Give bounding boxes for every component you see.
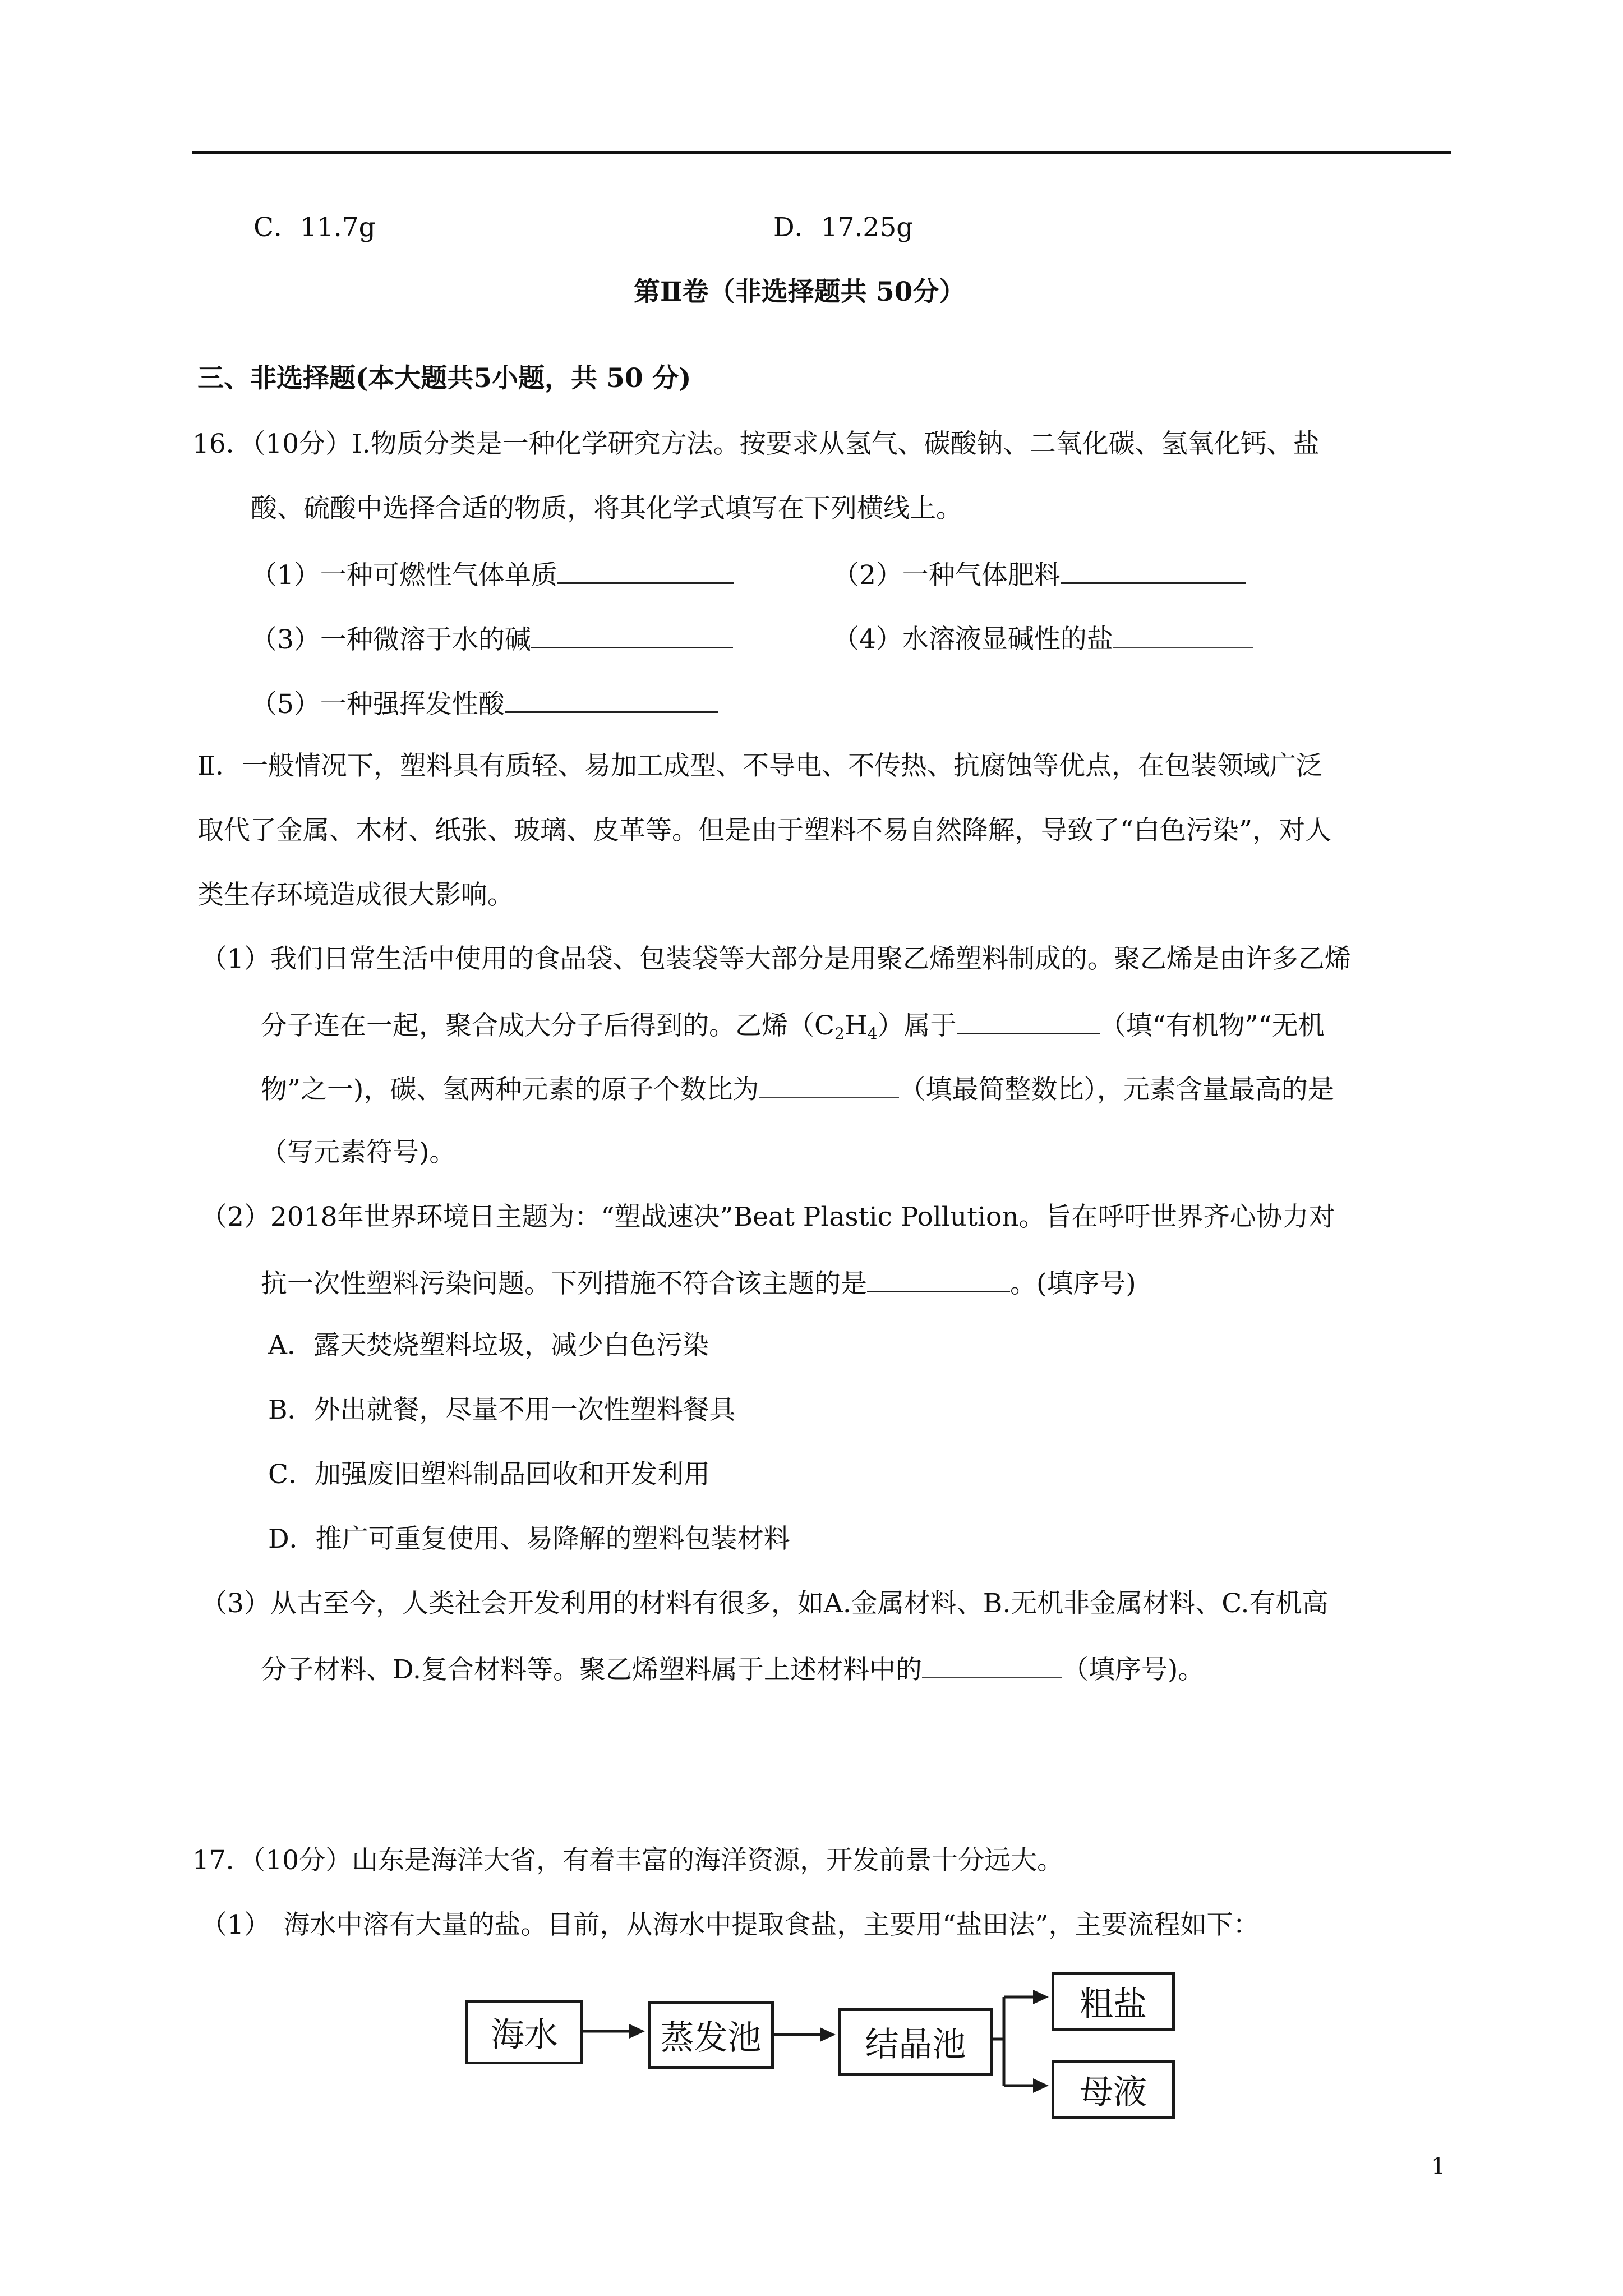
q16-s3-line1: （3）从古至今，人类社会开发利用的材料有很多，如A.金属材料、B.无机非金属材料、C.有机高	[201, 1588, 1329, 1619]
q16-s2-line1: （2）2018年世界环境日主题为：“塑战速决”Beat Plastic Pollution。旨在呼吁世界齐心协力对	[201, 1202, 1335, 1232]
part2-title: 第Ⅱ卷（非选择题共 50分）	[634, 277, 966, 307]
q16-s2-option-b: B．外出就餐，尽量不用一次性塑料餐具	[268, 1395, 736, 1425]
q16-s1-line4: （写元素符号)。	[261, 1137, 456, 1168]
q16-part2-line3: 类生存环境造成很大影响。	[197, 880, 514, 910]
page-number: 1	[1431, 2154, 1446, 2179]
option-d: D．17.25g	[773, 212, 914, 243]
q16-item3: （3）一种微溶于水的碱	[251, 624, 733, 653]
flow-node-seawater: 海水	[465, 2000, 583, 2064]
flow-node-crystallization-pond: 结晶池	[838, 2008, 993, 2076]
q16-line2: 酸、硫酸中选择合适的物质，将其化学式填写在下列横线上。	[251, 493, 962, 524]
q16-s2-line2: 抗一次性塑料污染问题。下列措施不符合该主题的是 。(填序号)	[261, 1268, 1136, 1299]
q16-s1-line1: （1）我们日常生活中使用的食品袋、包装袋等大部分是用聚乙烯塑料制成的。聚乙烯是由许多乙烯	[201, 944, 1351, 974]
q16-s1-line3: 物”之一)，碳、氢两种元素的原子个数比为 （填最简整数比），元素含量最高的是	[261, 1074, 1334, 1105]
q16-part2-line2: 取代了金属、木材、纸张、玻璃、皮革等。但是由于塑料不易自然降解，导致了“白色污染”，对人	[197, 815, 1332, 846]
q17-s1-line1: （1） 海水中溶有大量的盐。目前，从海水中提取食盐，主要用“盐田法”，主要流程如下：	[201, 1910, 1260, 1940]
q16-s2-option-c: C．加强废旧塑料制品回收和开发利用	[268, 1459, 710, 1490]
section3-heading: 三、非选择题(本大题共5小题，共 50 分)	[197, 363, 691, 394]
flow-node-crude-salt: 粗盐	[1052, 1972, 1175, 2031]
q16-item1: （1）一种可燃性气体单质	[251, 560, 734, 588]
q16-s1-line2: 分子连在一起，聚合成大分子后得到的。乙烯$(C_2H_4)$属于 （填“有机物”“无机	[261, 1010, 1325, 1043]
option-c: C．11.7g	[253, 212, 376, 243]
q16-item2: （2）一种气体肥料	[833, 560, 1246, 588]
q16-part2-line1: Ⅱ．一般情况下，塑料具有质轻、易加工成型、不导电、不传热、抗腐蚀等优点，在包装领域广泛	[197, 751, 1322, 781]
flow-node-mother-liquor: 母液	[1052, 2060, 1175, 2119]
q16-s2-option-a: A．露天焚烧塑料垃圾，减少白色污染	[268, 1330, 709, 1361]
q16-line1: 16．（10分）Ⅰ.物质分类是一种化学研究方法。按要求从氢气、碳酸钠、二氧化碳、氢氧化钙、盐	[192, 429, 1320, 459]
q16-item4: （4）水溶液显碱性的盐	[833, 624, 1253, 652]
q16-s2-option-d: D．推广可重复使用、易降解的塑料包装材料	[268, 1524, 790, 1554]
q16-item5: （5）一种强挥发性酸	[251, 689, 718, 717]
q17-line1: 17．（10分）山东是海洋大省，有着丰富的海洋资源，开发前景十分远大。	[192, 1845, 1064, 1876]
flow-node-evaporation-pond: 蒸发池	[648, 2001, 774, 2069]
q16-s3-line2: 分子材料、D.复合材料等。聚乙烯塑料属于上述材料中的 （填序号)。	[261, 1654, 1205, 1685]
